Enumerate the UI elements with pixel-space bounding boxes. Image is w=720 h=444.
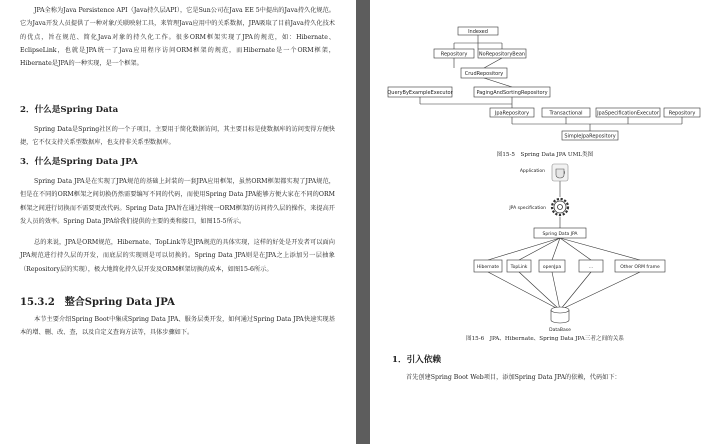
relation-database-label (549, 327, 571, 333)
uml-node-repository-2 (664, 108, 700, 117)
section-title: 15.3.2 整合Spring Data JPA (20, 297, 175, 308)
relation-spring-data-jpa (534, 228, 586, 238)
gear-icon (552, 199, 568, 215)
uml-caption: 图15-5 Spring Data JPA UML类图 (496, 152, 594, 158)
svg-text:QueryByExampleExecutor: QueryByExampleExecutor (387, 90, 453, 96)
relation-connectors (488, 181, 640, 310)
svg-text:NoRepositoryBean: NoRepositoryBean (478, 51, 526, 58)
heading-spring-data-jpa: 3．什么是Spring Data JPA (20, 157, 138, 167)
relation-impl-openjpa (539, 260, 565, 272)
svg-text:JpaSpecificationExecutor: JpaSpecificationExecutor (597, 110, 659, 117)
relation-diagram (370, 160, 720, 335)
heading-spring-data: 2．什么是Spring Data (20, 105, 119, 115)
uml-node-jpa-spec-executor (596, 108, 660, 117)
uml-node-transactional (542, 108, 590, 117)
dependency-paragraph: 首先创建Spring Boot Web项目，添加Spring Data JPA的依赖，代码如下： (406, 374, 621, 381)
svg-text:Transactional: Transactional (549, 110, 583, 117)
spring-data-jpa-paragraph-1: Spring Data JPA是在实现了JPA规范的基础上封装的一套JPA应用框架，虽然ORM框架都实现了JPA规范，但是在不同的ORM框架之间切换仍然需要编写不同的代码，而使用Spring Data JPA能够方便大家在不同的ORM框架之间进行切换而不需要更改代码。Spring Data JPA旨在通过将统一ORM框架的访问持久层的操作，来提高开发人员的效率。Spring Data JPA给我们提供的主要的类和接口，如图15-5所示。 (20, 178, 335, 225)
uml-node-crud-repository (461, 68, 507, 78)
uml-class-diagram (370, 0, 720, 160)
svg-text:Repository: Repository (440, 51, 468, 58)
uml-node-no-repository-bean (478, 49, 526, 58)
uml-node-indexed (458, 27, 498, 35)
uml-node-simple-jpa-repository (562, 131, 618, 140)
database-icon (551, 307, 569, 323)
uml-node-repository (434, 49, 474, 58)
svg-text:Spring Data JPA: Spring Data JPA (542, 232, 578, 237)
svg-text:PagingAndSortingRepository: PagingAndSortingRepository (476, 90, 548, 96)
relation-impl-toplink (507, 260, 531, 272)
coffee-cup-icon (556, 169, 565, 178)
relation-jpa-specification (508, 205, 546, 211)
svg-text:...: ... (588, 265, 594, 270)
intro-paragraph: JPA全称为Java Persistence API（Java持久层API），它是Sun公司在Java EE 5中提出的Java持久化规范。它为Java开发人员提供了一种对象/关联映射工具，来管理Java应用中的关系数据，JPA吸取了目前Java持久化技术的优点，旨在规范、简化Java对象的持久化工作。很多ORM框架实现了JPA的规范，如：Hibernate、EclipseLink，也就是JPA统一了Java应用程序访问ORM框架的规范，而Hibernate是一个ORM框架，Hibernate是JPA的一种实现，是一个框架。 (20, 7, 335, 68)
relation-impl-ellipsis (579, 260, 603, 272)
relation-impl-hibernate (474, 260, 502, 272)
svg-text:openJpa: openJpa (542, 265, 562, 270)
svg-text:JpaRepository: JpaRepository (494, 110, 530, 117)
svg-text:JPA specification: JPA specification (509, 206, 546, 211)
spring-data-paragraph: Spring Data是Spring社区的一个子项目，主要用于简化数据访问，其主要目标是使数据库的访问变得方便快捷，它不仅支持关系型数据库，也支持非关系型数据库。 (20, 126, 335, 147)
svg-text:Repository: Repository (668, 110, 696, 117)
svg-text:Other ORM frame: Other ORM frame (620, 265, 660, 270)
section-paragraph: 本节主要介绍Spring Boot中集成Spring Data JPA、服务层类开发，如何通过Spring Data JPA快速实现基本的增、删、改、查，以及自定义查询方法等，具体步骤如下。 (20, 316, 335, 337)
svg-text:TopLink: TopLink (510, 265, 528, 270)
svg-text:CrudRepository: CrudRepository (464, 71, 504, 77)
spring-data-jpa-paragraph-2: 总的来说，JPA是ORM规范，Hibernate、TopLink等是JPA规范的具体实现，这样的好处是开发者可以面向JPA规范进行持久层的开发，而底层的实现则是可以切换的。Spring Data JPA则是在JPA之上添加另一层抽象（Repository层的实现），极大地简化持久层开发及ORM框架切换的成本，如图15-6所示。 (20, 239, 335, 273)
svg-text:Hibernate: Hibernate (476, 265, 500, 270)
relation-impl-other-orm (615, 260, 665, 272)
svg-text:Indexed: Indexed (468, 29, 488, 35)
svg-text:DataBase: DataBase (549, 328, 571, 333)
relation-caption: 图15-6 JPA、Hibernate、Spring Data JPA三者之间的关系 (466, 336, 624, 342)
uml-node-paging-sorting (474, 87, 550, 97)
uml-node-jpa-repository (490, 108, 534, 117)
left-page (0, 0, 356, 444)
svg-text:Application: Application (519, 169, 545, 174)
uml-node-query-by-example (387, 87, 453, 97)
right-page (370, 0, 720, 444)
svg-text:SimpleJpaRepository: SimpleJpaRepository (564, 133, 616, 140)
heading-dependency: 1．引入依赖 (392, 355, 441, 365)
